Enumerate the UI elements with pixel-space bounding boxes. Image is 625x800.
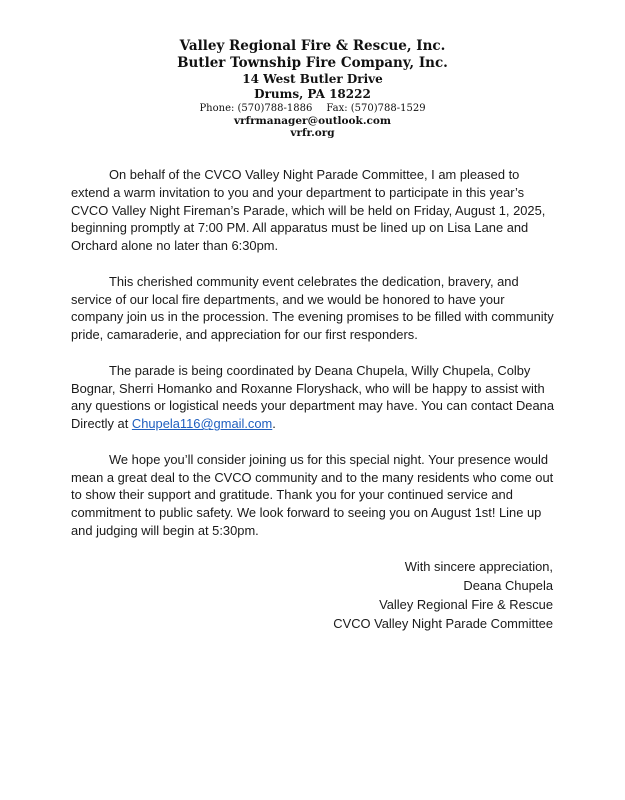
- phone-number: Phone: (570)788-1886: [199, 103, 313, 114]
- letterhead: [0, 38, 625, 139]
- fax-number: Fax: (570)788-1529: [326, 103, 426, 114]
- letter-body: [71, 166, 557, 558]
- paragraph-event-description: This cherished community event celebrates the dedication, bravery, and service of our local fire departments, and we would be honored to have your company join us in the procession. The evening promises to be filled with community pride, camaraderie, and appreciation for our first responders.: [71, 273, 554, 343]
- organization-name-secondary: Butler Township Fire Company, Inc.: [177, 55, 448, 71]
- signer-organization: Valley Regional Fire & Rescue: [379, 597, 553, 612]
- coordinators-text: The parade is being coordinated by Deana Chupela, Willy Chupela, Colby Bognar, Sherri Homanko and Roxanne Floryshack, who will be happy to assist with any questions or logistical needs your department may have. You can contact Deana Directly at: [71, 362, 554, 432]
- letterhead-website: vrfr.org: [290, 127, 335, 139]
- coordinators-period: .: [272, 416, 276, 432]
- city-state-zip: Drums, PA 18222: [254, 87, 371, 101]
- paragraph-coordinators: [71, 362, 557, 433]
- contact-email-link[interactable]: Chupela116@gmail.com: [131, 416, 273, 432]
- organization-name-primary: Valley Regional Fire & Rescue, Inc.: [179, 38, 446, 54]
- closing-salutation: With sincere appreciation,: [404, 559, 553, 574]
- signature-block: [333, 557, 553, 633]
- contact-numbers: [0, 102, 625, 115]
- street-address: 14 West Butler Drive: [242, 72, 383, 86]
- signer-name: Deana Chupela: [463, 578, 553, 593]
- letterhead-email: vrfrmanager@outlook.com: [233, 115, 391, 127]
- signer-committee: CVCO Valley Night Parade Committee: [333, 616, 553, 631]
- paragraph-invitation: On behalf of the CVCO Valley Night Parade Committee, I am pleased to extend a warm invitation to you and your department to participate in this year’s CVCO Valley Night Fireman’s Parade, which will be held on Friday, August 1, 2025, beginning promptly at 7:00 PM. All apparatus must be lined up on Lisa Lane and Orchard alone no later than 6:30pm.: [71, 167, 546, 254]
- paragraph-closing-remarks: We hope you’ll consider joining us for this special night. Your presence would mean a great deal to the CVCO community and to the many residents who come out to show their support and gratitude. Thank you for your continued service and commitment to public safety. We look forward to seeing you on August 1st! Line up and judging will begin at 5:30pm.: [71, 451, 554, 538]
